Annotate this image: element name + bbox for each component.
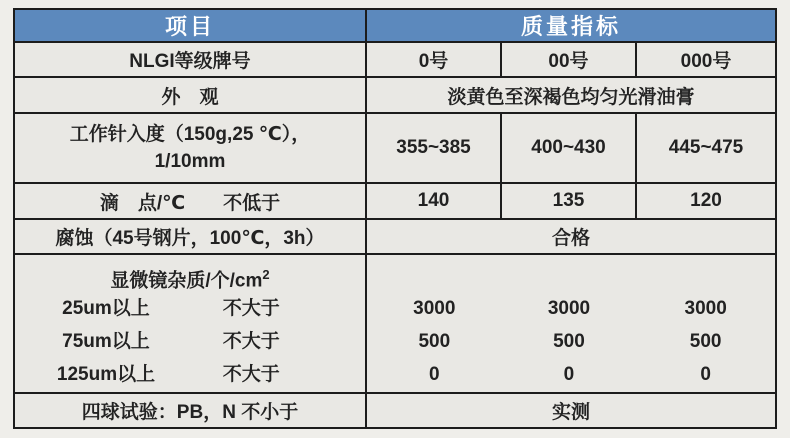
impurities-values-125um bbox=[367, 358, 775, 391]
impurities-125um-value-0: 0 bbox=[429, 364, 440, 385]
impurities-125um-value-00: 0 bbox=[563, 364, 575, 385]
drop-point-value-000: 120 bbox=[636, 183, 776, 219]
appearance-row bbox=[14, 77, 776, 113]
nlgi-grade-label: NLGI等级牌号 bbox=[14, 42, 366, 77]
impurities-25um-value-000: 3000 bbox=[684, 298, 727, 319]
drop-point-row bbox=[14, 183, 776, 219]
corrosion-label: 腐蚀（45号钢片，100℃，3h） bbox=[14, 219, 366, 254]
penetration-row bbox=[14, 113, 776, 183]
impurities-75um-value-00: 500 bbox=[553, 331, 585, 352]
impurities-row bbox=[14, 254, 776, 393]
corrosion-row bbox=[14, 219, 776, 254]
four-ball-value: 实测 bbox=[366, 393, 776, 428]
col-header-quality-index: 质量指标 bbox=[366, 9, 776, 42]
appearance-value: 淡黄色至深褐色均匀光滑油膏 bbox=[366, 77, 776, 113]
penetration-value-000: 445~475 bbox=[636, 113, 776, 183]
corrosion-value: 合格 bbox=[366, 219, 776, 254]
impurities-25um-value-00: 3000 bbox=[547, 298, 591, 319]
drop-point-value-00: 135 bbox=[501, 183, 636, 219]
drop-point-value-0: 140 bbox=[366, 183, 501, 219]
four-ball-row bbox=[14, 393, 776, 428]
impurities-size-25um: 25um以上 bbox=[62, 298, 150, 319]
impurities-75um-value-0: 500 bbox=[418, 331, 451, 352]
penetration-label-line2: 1/10mm bbox=[154, 151, 226, 172]
impurities-values-cell bbox=[366, 254, 776, 393]
impurities-label-cell bbox=[14, 254, 366, 393]
impurities-subrow-75um bbox=[15, 325, 365, 358]
impurities-values-spacer bbox=[367, 258, 775, 292]
four-ball-label: 四球试验：PB，N 不小于 bbox=[14, 393, 366, 428]
impurities-size-125um: 125um以上 bbox=[56, 364, 156, 385]
penetration-label-line1: 工作针入度（150g,25 ℃）， bbox=[69, 124, 311, 145]
impurities-title bbox=[15, 258, 365, 292]
col-header-item: 项目 bbox=[14, 9, 366, 42]
impurities-values-25um bbox=[367, 292, 775, 325]
drop-point-label: 滴 点/℃ 不低于 bbox=[14, 183, 366, 219]
impurities-75um-value-000: 500 bbox=[689, 331, 722, 352]
impurities-title-text: 显微镜杂质/个/cm bbox=[110, 270, 263, 292]
impurities-title-superscript: 2 bbox=[262, 267, 270, 282]
nlgi-grade-row bbox=[14, 42, 776, 77]
grade-00-cell: 00号 bbox=[501, 42, 636, 77]
impurities-limit-125um: 不大于 bbox=[222, 364, 280, 385]
impurities-25um-value-0: 3000 bbox=[413, 298, 456, 319]
impurities-values-75um bbox=[367, 325, 775, 358]
grade-0-cell: 0号 bbox=[366, 42, 501, 77]
impurities-subrow-125um bbox=[15, 358, 365, 391]
appearance-label: 外 观 bbox=[14, 77, 366, 113]
header-row bbox=[14, 9, 776, 42]
impurities-size-75um: 75um以上 bbox=[62, 331, 150, 352]
impurities-125um-value-000: 0 bbox=[700, 364, 711, 385]
penetration-value-0: 355~385 bbox=[366, 113, 501, 183]
grease-spec-table bbox=[13, 8, 777, 429]
impurities-limit-75um: 不大于 bbox=[222, 331, 280, 352]
impurities-limit-25um: 不大于 bbox=[222, 298, 280, 319]
grade-000-cell: 000号 bbox=[636, 42, 776, 77]
penetration-value-00: 400~430 bbox=[501, 113, 636, 183]
impurities-subrow-25um bbox=[15, 292, 365, 325]
penetration-label bbox=[14, 113, 366, 183]
